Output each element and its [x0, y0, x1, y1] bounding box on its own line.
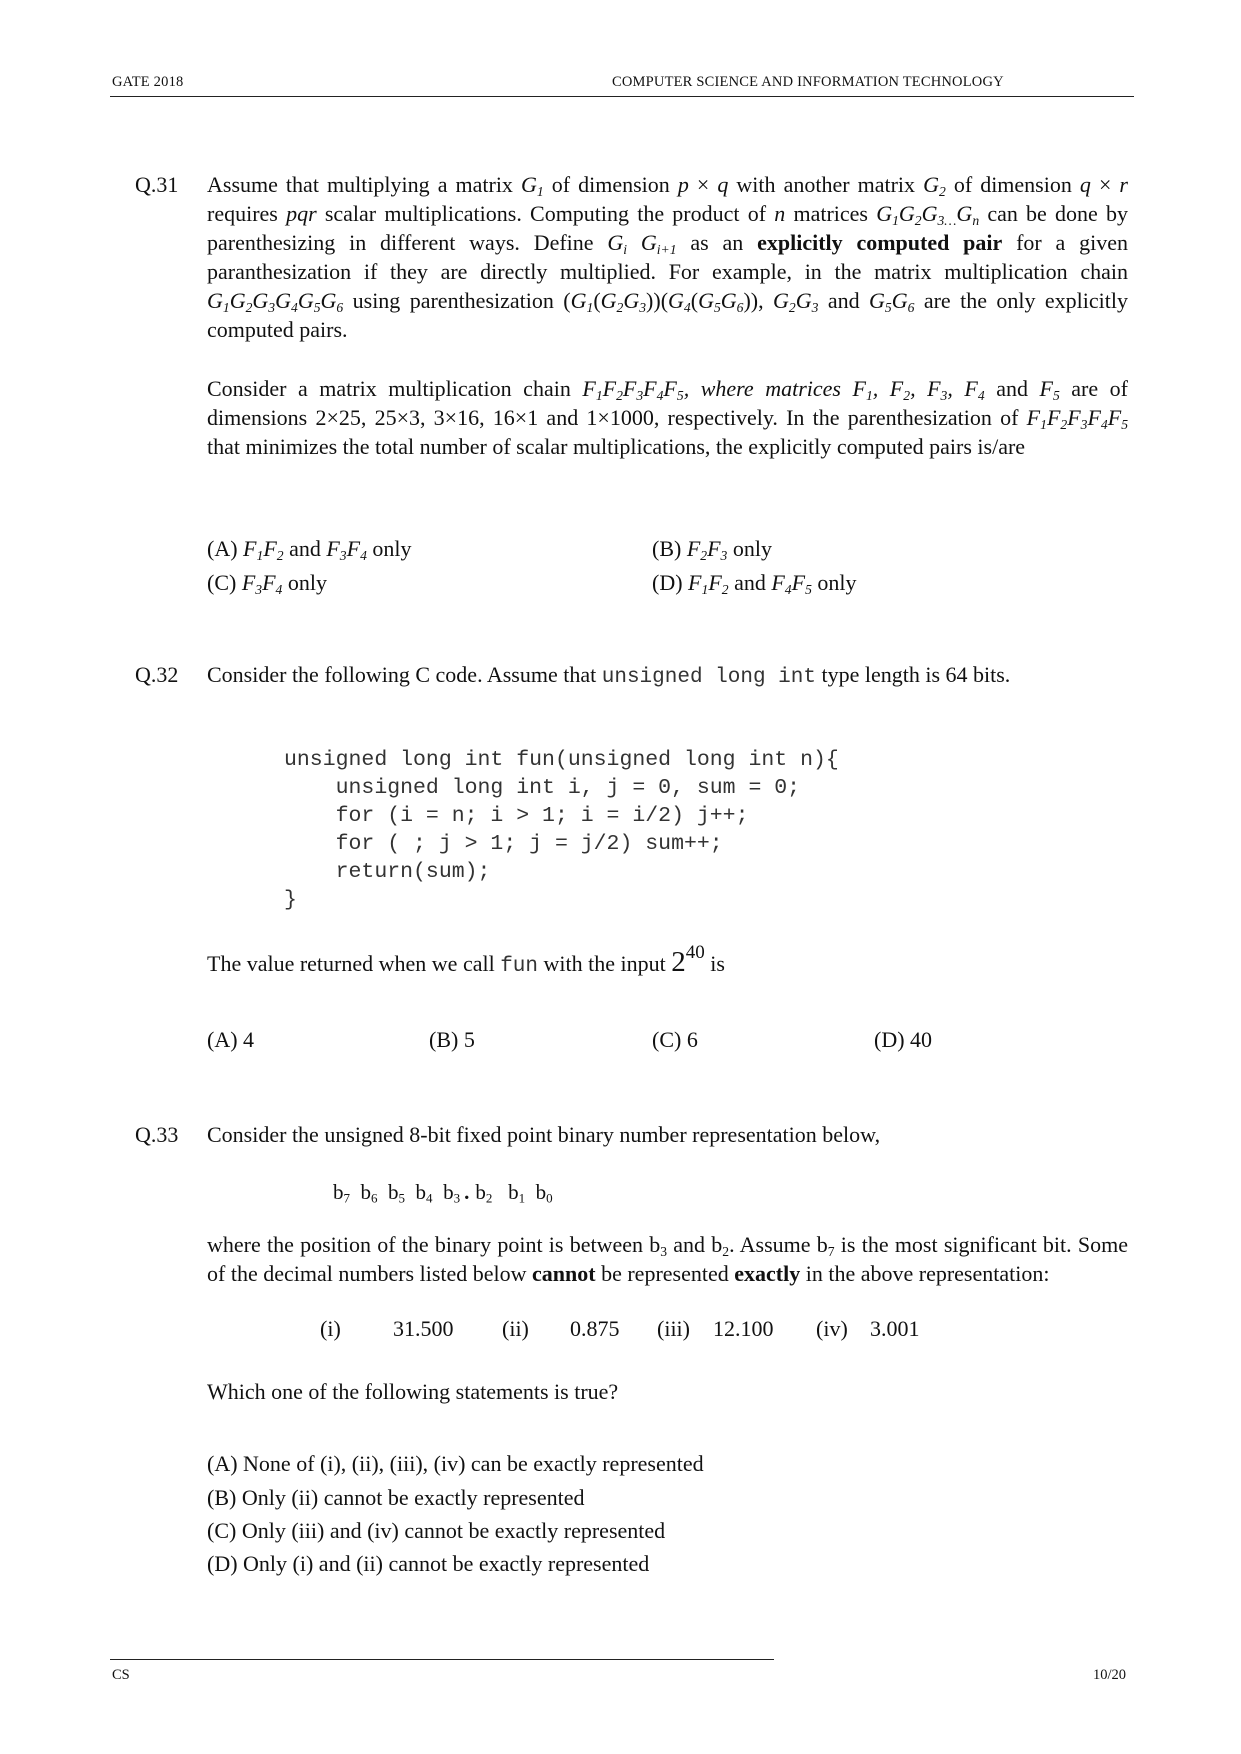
question-33-prompt: Which one of the following statements is true? — [207, 1379, 619, 1404]
code-line: unsigned long int i, j = 0, sum = 0; — [284, 776, 801, 800]
question-31-paragraph-1: Assume that multiplying a matrix $G_1$ of dimension p × q with another matrix $G_2$ of dimension q × r requires pqr scalar multiplications. Computing the product of n matrices $G_1G_2G_{3\dots}G_n$ can be done by parenthesizing in different ways. Define $G_i$ $G_{i+1}$ as an explicitly computed pair for a given paranthesization if they are directly multiplied. For example, in the matrix multiplication chain $G_1G_2G_3G_4G_5G_6$ using parenthesization $(G_1(G_2G_3))(G_4(G_5G_6))$, $G_2G_3$ and $G_5G_6$ are the only explicitly computed pairs. — [207, 172, 1129, 342]
footer-page-number: 10/20 — [1093, 1667, 1127, 1683]
item-iii-label: (iii) — [657, 1316, 690, 1341]
option-c[interactable]: (C) $F_3F_4$ only — [207, 570, 327, 597]
header-subject: COMPUTER SCIENCE AND INFORMATION TECHNOLOGY — [612, 74, 1004, 90]
item-iii-value: 12.100 — [713, 1316, 774, 1341]
code-line: for ( ; j > 1; j = j/2) sum++; — [284, 832, 723, 856]
option-d[interactable]: (D) $F_1F_2$ and $F_4F_5$ only — [652, 570, 857, 597]
code-block — [284, 746, 1205, 914]
question-number: Q.31 — [135, 172, 179, 197]
question-number: Q.33 — [135, 1122, 179, 1147]
item-iv-value: 3.001 — [870, 1316, 920, 1341]
bit-b0: $b_0$ — [535, 1180, 553, 1206]
code-line: } — [284, 888, 297, 912]
item-ii-label: (ii) — [502, 1316, 529, 1341]
bit-b1: $b_1$ — [508, 1180, 526, 1206]
code-line: return(sum); — [284, 860, 491, 884]
option-b[interactable]: (B) Only (ii) cannot be exactly represented — [207, 1485, 585, 1510]
footer-rule — [110, 1659, 774, 1660]
question-31-paragraph-2: Consider a matrix multiplication chain $F_1F_2F_3F_4F_5$, where matrices $F_1$, $F_2$, $F_3$, $F_4$ and $F_5$ are of dimensions 2×25, 25×3, 3×16, 16×1 and 1×1000, respectively. In the parenthesization of $F_1F_2F_3F_4F_5$ that minimizes the total number of scalar multiplications, the explicitly computed pairs is/are — [207, 376, 1128, 459]
option-a[interactable]: (A) None of (i), (ii), (iii), (iv) can be exactly represented — [207, 1451, 704, 1476]
bit-b5: $b_5$ — [388, 1180, 406, 1206]
option-d[interactable]: (D) Only (i) and (ii) cannot be exactly represented — [207, 1551, 650, 1576]
question-32-intro: Consider the following C code. Assume that unsigned long int type length is 64 bits. — [207, 662, 1011, 689]
inline-code: unsigned long int — [601, 666, 816, 689]
option-c[interactable]: (C) Only (iii) and (iv) cannot be exactly represented — [207, 1518, 666, 1543]
question-32-prompt: The value returned when we call fun with the input $2^{40}$ is — [207, 942, 725, 978]
option-b[interactable]: (B) $F_2F_3$ only — [652, 536, 772, 563]
header-rule — [110, 96, 1134, 97]
option-a[interactable]: (A) $F_1F_2$ and $F_3F_4$ only — [207, 536, 412, 563]
bit-b6: $b_6$ — [360, 1180, 378, 1206]
option-a[interactable]: (A) 4 — [207, 1027, 255, 1052]
item-iv-label: (iv) — [816, 1316, 848, 1341]
code-line: for (i = n; i > 1; i = i/2) j++; — [284, 804, 749, 828]
item-ii-value: 0.875 — [570, 1316, 620, 1341]
bit-b7: $b_7$ — [333, 1180, 351, 1206]
question-33-intro: Consider the unsigned 8-bit fixed point binary number representation below, — [207, 1122, 881, 1147]
bit-b3: $b_3$ — [443, 1180, 461, 1206]
footer-paper-code: CS — [112, 1667, 130, 1683]
binary-representation — [333, 1180, 553, 1205]
binary-point: . — [464, 1180, 470, 1204]
option-c[interactable]: (C) 6 — [652, 1027, 698, 1052]
header-exam-name: GATE 2018 — [112, 74, 184, 90]
code-line: unsigned long int fun(unsigned long int n){ — [284, 748, 839, 772]
option-d[interactable]: (D) 40 — [874, 1027, 933, 1052]
question-number: Q.32 — [135, 662, 179, 687]
bit-b4: $b_4$ — [415, 1180, 433, 1206]
inline-code: fun — [500, 955, 539, 978]
question-33-description: where the position of the binary point is between $b_3$ and $b_2$. Assume $b_7$ is the most significant bit. Some of the decimal numbers listed below cannot be represented exactly in the above representation: — [207, 1232, 1129, 1286]
bit-b2: $b_2$ — [475, 1180, 493, 1206]
option-b[interactable]: (B) 5 — [429, 1027, 475, 1052]
term-explicitly-computed-pair: explicitly computed pair — [757, 230, 1003, 255]
item-i-label: (i) — [320, 1316, 341, 1341]
item-i-value: 31.500 — [393, 1316, 454, 1341]
